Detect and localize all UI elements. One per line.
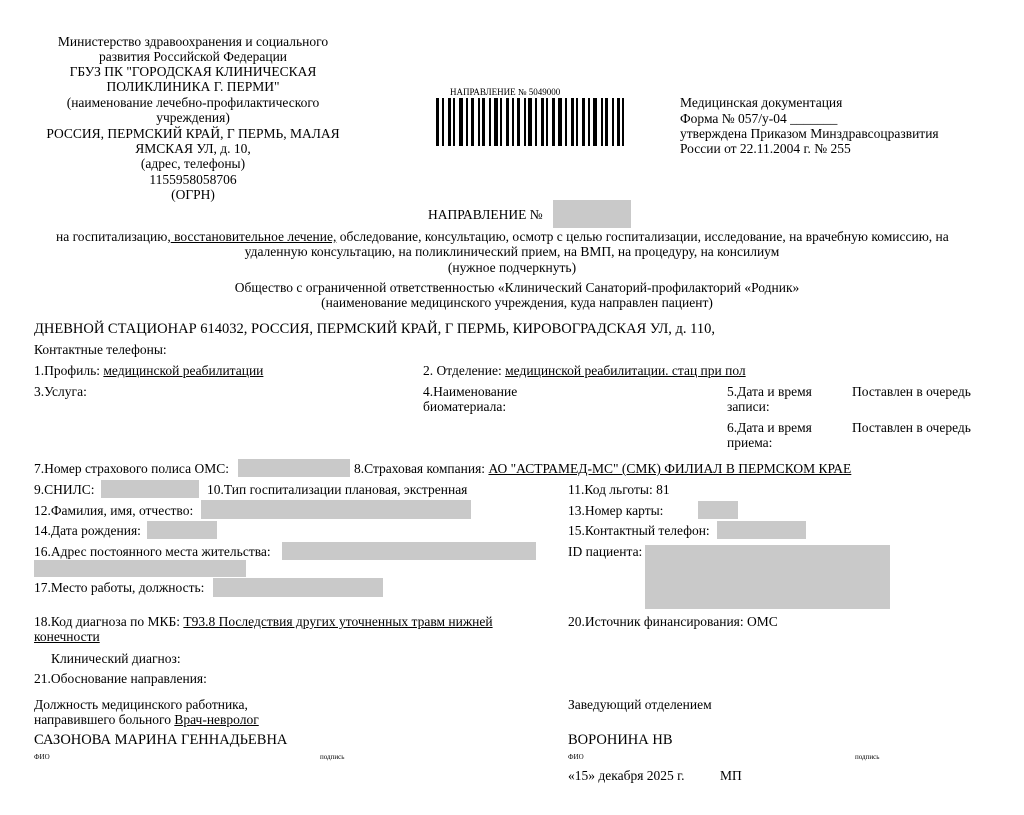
redacted-oms-policy: [238, 459, 350, 477]
field-appointment-datetime-value: Поставлен в очередь: [852, 384, 971, 399]
field-phone-label: 15.Контактный телефон:: [568, 523, 710, 538]
issuer-line: РОССИЯ, ПЕРМСКИЙ КРАЙ, Г ПЕРМЬ, МАЛАЯ: [46, 126, 340, 141]
field-insurer: 8.Страховая компания: АО "АСТРАМЕД-МС" (СМК) ФИЛИАЛ В ПЕРМСКОМ КРАЕ: [354, 461, 852, 476]
field-oms-policy-label: 7.Номер страхового полиса ОМС:: [34, 461, 229, 476]
field-snils-label: 9.СНИЛС:: [34, 482, 95, 497]
signature-caption-right: подпись: [855, 753, 880, 761]
redacted-residence-address-cont: [34, 560, 246, 577]
issuer-line: 1155958058706: [149, 172, 237, 187]
redacted-patient-id: [645, 545, 890, 609]
field-biomaterial-label: 4.Наименование: [423, 384, 518, 399]
field-profile: 1.Профиль: медицинской реабилитации: [34, 363, 264, 378]
form-approval-date: России от 22.11.2004 г. № 255: [680, 141, 851, 156]
redacted-birth-date: [147, 521, 217, 539]
field-referral-reason-label: 21.Обоснование направления:: [34, 671, 207, 686]
field-department: 2. Отделение: медицинской реабилитации. стац при пол: [423, 363, 746, 378]
field-benefit-code: 11.Код льготы: 81: [568, 482, 670, 497]
barcode-image: [436, 98, 678, 146]
issuer-line: (наименование лечебно-профилактического: [66, 95, 320, 110]
issuer-line: Министерство здравоохранения и социального: [57, 34, 329, 49]
field-card-number-label: 13.Номер карты:: [568, 503, 664, 518]
issuer-line: (ОГРН): [171, 187, 215, 202]
field-residence-address-label: 16.Адрес постоянного места жительства:: [34, 544, 271, 559]
purpose-line-2: удаленную консультацию, на поликлинический прием, на ВМП, на процедуру, на консилиум: [244, 244, 780, 259]
field-workplace-label: 17.Место работы, должность:: [34, 580, 205, 595]
field-funding-source: 20.Источник финансирования: ОМС: [568, 614, 778, 629]
field-full-name-label: 12.Фамилия, имя, отчество:: [34, 503, 194, 518]
head-of-department-title: Заведующий отделением: [568, 697, 712, 712]
signature-caption-left: подпись: [320, 753, 345, 761]
target-address: ДНЕВНОЙ СТАЦИОНАР 614032, РОССИЯ, ПЕРМСКИЙ КРАЙ, Г ПЕРМЬ, КИРОВОГРАДСКАЯ УЛ, д. 110,: [34, 321, 716, 337]
issuer-line: ПОЛИКЛИНИКА Г. ПЕРМИ": [106, 79, 280, 94]
form-approval: утверждена Приказом Минздравсоцразвития: [680, 126, 939, 141]
field-icd-code: 18.Код диагноза по МКБ: Т93.8 Последствия других уточненных травм нижней: [34, 614, 493, 629]
field-reception-datetime-label: приема:: [727, 435, 773, 450]
field-biomaterial-label: биоматериала:: [423, 399, 507, 414]
referring-position-label: Должность медицинского работника,: [34, 697, 248, 712]
stamp-place: МП: [720, 768, 742, 783]
redacted-referral-number: [553, 200, 631, 228]
target-institution-caption: (наименование медицинского учреждения, куда направлен пациент): [321, 295, 713, 310]
document-title: НАПРАВЛЕНИЕ №: [428, 207, 543, 222]
form-number: Форма № 057/у-04 _______: [680, 111, 838, 126]
fio-caption-left: ФИО: [34, 753, 50, 761]
redacted-card-number: [698, 501, 738, 519]
purpose-hint: (нужное подчеркнуть): [447, 260, 577, 275]
target-institution: Общество с ограниченной ответственностью «Клинический Санаторий-профилакторий «Родник»: [234, 280, 800, 295]
redacted-phone: [717, 521, 806, 539]
referring-doctor-name: САЗОНОВА МАРИНА ГЕННАДЬЕВНА: [34, 732, 288, 748]
issuer-line: развития Российской Федерации: [98, 49, 288, 64]
field-patient-id-label: ID пациента:: [568, 544, 643, 559]
fio-caption-right: ФИО: [568, 753, 584, 761]
issuer-line: учреждения): [156, 110, 230, 125]
redacted-workplace: [213, 578, 383, 597]
contacts-label: Контактные телефоны:: [34, 342, 167, 357]
document-date: «15» декабря 2025 г.: [568, 768, 685, 783]
redacted-snils: [101, 480, 199, 498]
referring-position: направившего больного Врач-невролог: [34, 712, 259, 727]
issuer-line: ЯМСКАЯ УЛ, д. 10,: [135, 141, 251, 156]
field-reception-datetime-label: 6.Дата и время: [727, 420, 812, 435]
redacted-full-name: [201, 500, 471, 519]
issuer-line: ГБУЗ ПК "ГОРОДСКАЯ КЛИНИЧЕСКАЯ: [69, 64, 317, 79]
field-hospitalization-type: 10.Тип госпитализации плановая, экстренная: [207, 482, 468, 497]
field-appointment-datetime-label: 5.Дата и время: [727, 384, 812, 399]
field-appointment-datetime-label: записи:: [727, 399, 770, 414]
field-service: 3.Услуга:: [34, 384, 87, 399]
redacted-residence-address: [282, 542, 536, 560]
form-doc-type: Медицинская документация: [680, 95, 843, 110]
barcode-caption: НАПРАВЛЕНИЕ № 5049000: [450, 87, 561, 97]
field-clinical-diagnosis-label: Клинический диагноз:: [51, 651, 181, 666]
field-reception-datetime-value: Поставлен в очередь: [852, 420, 971, 435]
purpose-line-1: на госпитализацию, восстановительное лечение, обследование, консультацию, осмотр с целью госпитализации, исследование, на врачебную комиссию, на: [56, 229, 949, 244]
head-of-department-name: ВОРОНИНА НВ: [568, 732, 673, 748]
field-birth-date-label: 14.Дата рождения:: [34, 523, 141, 538]
field-icd-code-cont: конечности: [34, 629, 100, 644]
issuer-line: (адрес, телефоны): [140, 156, 246, 171]
